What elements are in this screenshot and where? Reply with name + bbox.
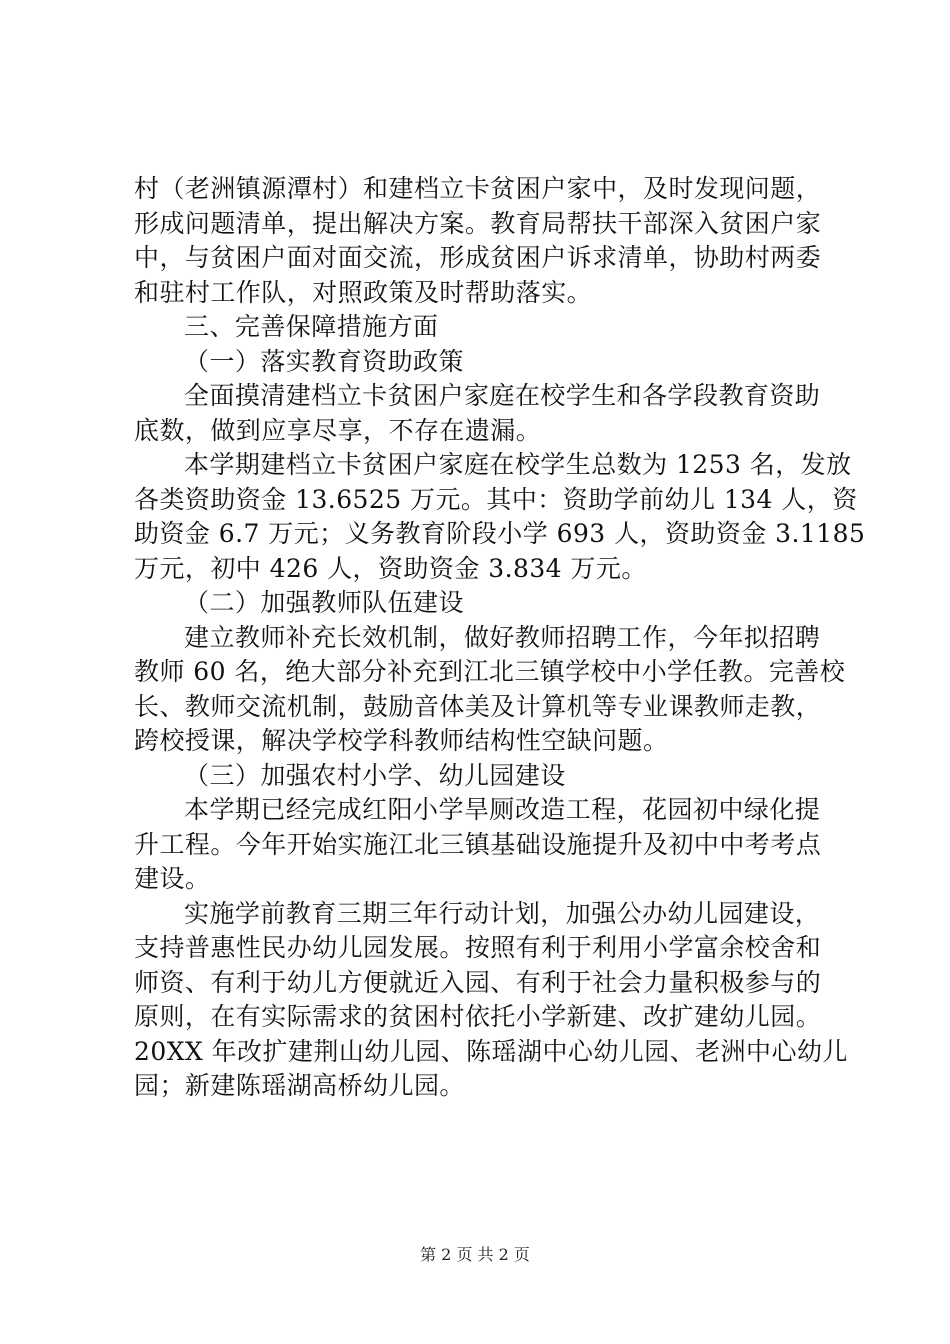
text-line: （三）加强农村小学、幼儿园建设 — [184, 760, 566, 790]
text-line: 形成问题清单，提出解决方案。教育局帮扶干部深入贫困户家 — [134, 208, 822, 238]
text-line: 升工程。今年开始实施江北三镇基础设施提升及初中中考考点 — [134, 829, 822, 859]
text-line: 教师 60 名，绝大部分补充到江北三镇学校中小学任教。完善校 — [134, 657, 846, 686]
text-line: 村（老洲镇源潭村）和建档立卡贫困户家中，及时发现问题， — [134, 174, 822, 203]
text-line: 底数，做到应享尽享，不存在遗漏。 — [134, 415, 542, 445]
text-line: （二）加强教师队伍建设 — [184, 588, 464, 617]
text-line: 原则，在有实际需求的贫困村依托小学新建、改扩建幼儿园。 — [134, 1002, 822, 1031]
text-line: 园；新建陈瑶湖高桥幼儿园。 — [134, 1071, 465, 1100]
text-line: 本学期建档立卡贫困户家庭在校学生总数为 1253 名，发放 — [184, 450, 852, 479]
text-line: 和驻村工作队，对照政策及时帮助落实。 — [134, 277, 593, 307]
text-line: 跨校授课，解决学校学科教师结构性空缺问题。 — [134, 726, 669, 755]
text-line: 助资金 6.7 万元；义务教育阶段小学 693 人，资助资金 3.1185 — [134, 519, 866, 548]
text-line: 20XX 年改扩建荆山幼儿园、陈瑶湖中心幼儿园、老洲中心幼儿 — [134, 1036, 848, 1066]
text-line: 支持普惠性民办幼儿园发展。按照有利于利用小学富余校舍和 — [134, 933, 822, 962]
text-line: 全面摸清建档立卡贫困户家庭在校学生和各学段教育资助 — [184, 381, 821, 410]
page-footer: 第 2 页 共 2 页 — [420, 1245, 530, 1264]
text-line: 各类资助资金 13.6525 万元。其中：资助学前幼儿 134 人，资 — [134, 484, 858, 514]
text-line: 长、教师交流机制，鼓励音体美及计算机等专业课教师走教， — [134, 691, 822, 721]
text-line: （一）落实教育资助政策 — [184, 346, 464, 376]
text-line: 万元，初中 426 人，资助资金 3.834 万元。 — [134, 553, 647, 583]
text-line: 师资、有利于幼儿方便就近入园、有利于社会力量积极参与的 — [134, 967, 822, 997]
text-line: 实施学前教育三期三年行动计划，加强公办幼儿园建设， — [184, 898, 821, 928]
document-body — [134, 172, 866, 1104]
text-line: 本学期已经完成红阳小学旱厕改造工程，花园初中绿化提 — [184, 795, 821, 824]
text-line: 建立教师补充长效机制，做好教师招聘工作，今年拟招聘 — [184, 622, 821, 652]
text-line: 中，与贫困户面对面交流，形成贫困户诉求清单，协助村两委 — [134, 243, 822, 272]
text-line: 三、完善保障措施方面 — [184, 312, 439, 341]
text-line: 建设。 — [134, 864, 211, 893]
